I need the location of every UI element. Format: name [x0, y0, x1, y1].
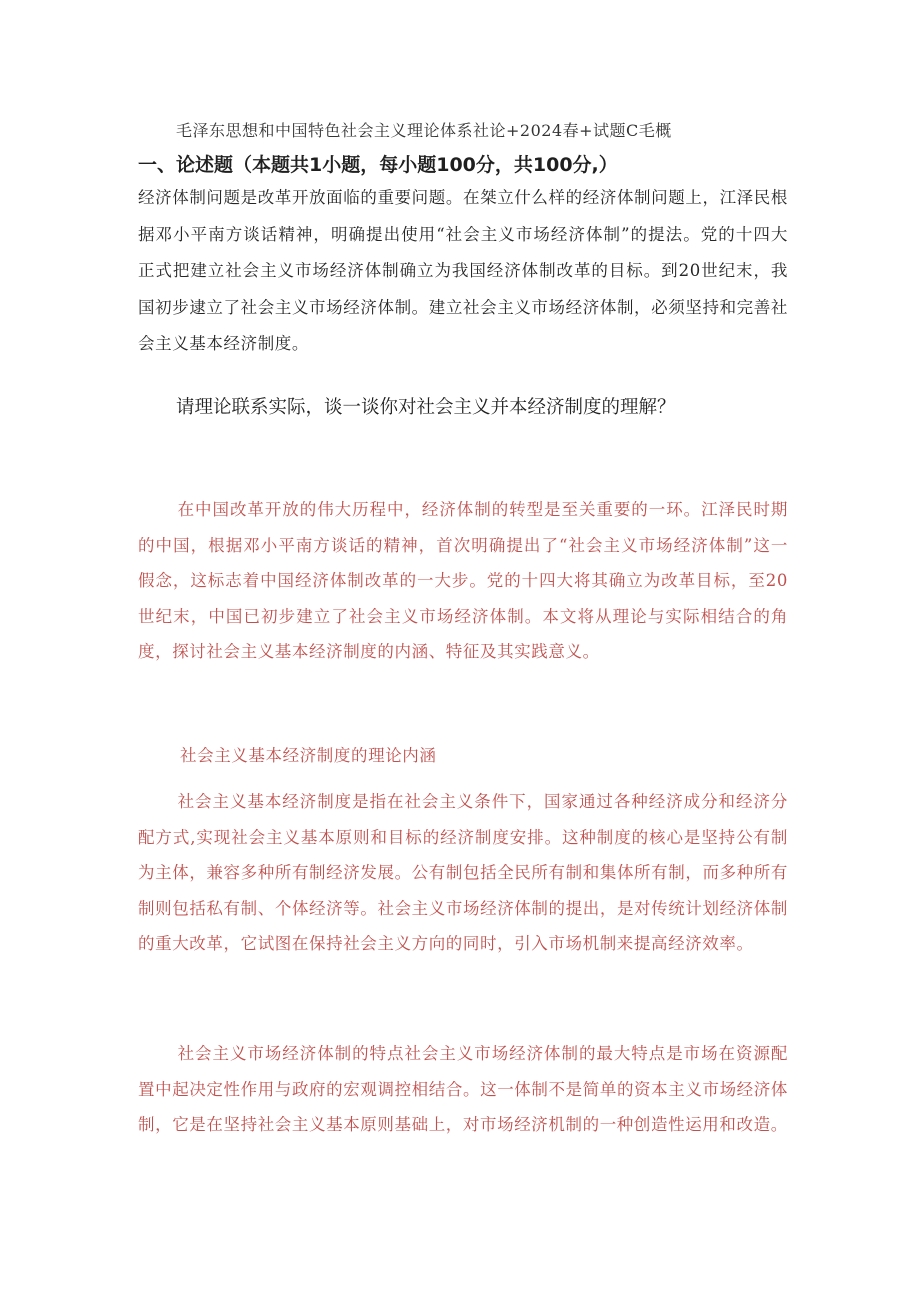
answer-subheading: 社会主义基本经济制度的理论内涵 [180, 746, 437, 765]
question-prompt: 请理论联系实际，谈一谈你对社会主义并本经济制度的理解？ [176, 397, 676, 418]
answer-paragraph-features: 社会主义市场经济体制的特点社会主义市场经济体制的最大特点是市场在资源配置中起决定性作用与政府的宏观调控相结合。这一体制不是简单的资本主义市场经济体制，它是在坚持社会主义基本原则基础上，对市场经济机制的一种创造性运用和改造。 [138, 1044, 788, 1134]
question-paragraph: 经济体制问题是改革开放面临的重要问题。在桀立什么样的经济体制问题上，江泽民根据邓小平南方谈话精神，明确提出使用“社会主义市场经济体制”的提法。党的十四大正式把建立社会主义市场经济体制确立为我国经济体制改革的目标。到20世纪末，我国初步逮立了社会主义市场经济体制。建立社会主义市场经济体制，必须坚持和完善社会主义基本经济制度。 [138, 188, 788, 353]
answer-intro-paragraph: 在中国改革开放的伟大历程中，经济体制的转型是至关重要的一环。江泽民时期的中国，根据邓小平南方谈话的精神，首次明确提出了“社会主义市场经济体制”这一假念，这标志着中国经济体制改革的一大步。党的十四大将其确立为改革目标，至20世纪末，中国已初步建立了社会主义市场经济体制。本文将从理论与实际相结合的角度，探讨社会主义基本经济制度的内涵、特征及其实践意义。 [138, 500, 788, 661]
section-heading: 一、论述题（本题共1小题，每小题100分，共100分,） [138, 154, 618, 176]
answer-paragraph-theory: 社会主义基本经济制度是指在社会主义条件下，国家通过各种经济成分和经济分配方式,实现社会主义基本原则和目标的经济制度安排。这种制度的核心是坚持公有制为主体，兼容多种所有制经济发展。公有制包括全民所有制和集体所有制，而多种所有制则包括私有制、个体经济等。社会主义市场经济体制的提出，是对传统计划经济体制的重大改革，它试图在保持社会主义方向的同时，引入市场机制来提高经济效率。 [138, 792, 788, 953]
document-title: 毛泽东思想和中国特色社会主义理论体系社论+2024春+试题C毛概 [176, 121, 672, 140]
